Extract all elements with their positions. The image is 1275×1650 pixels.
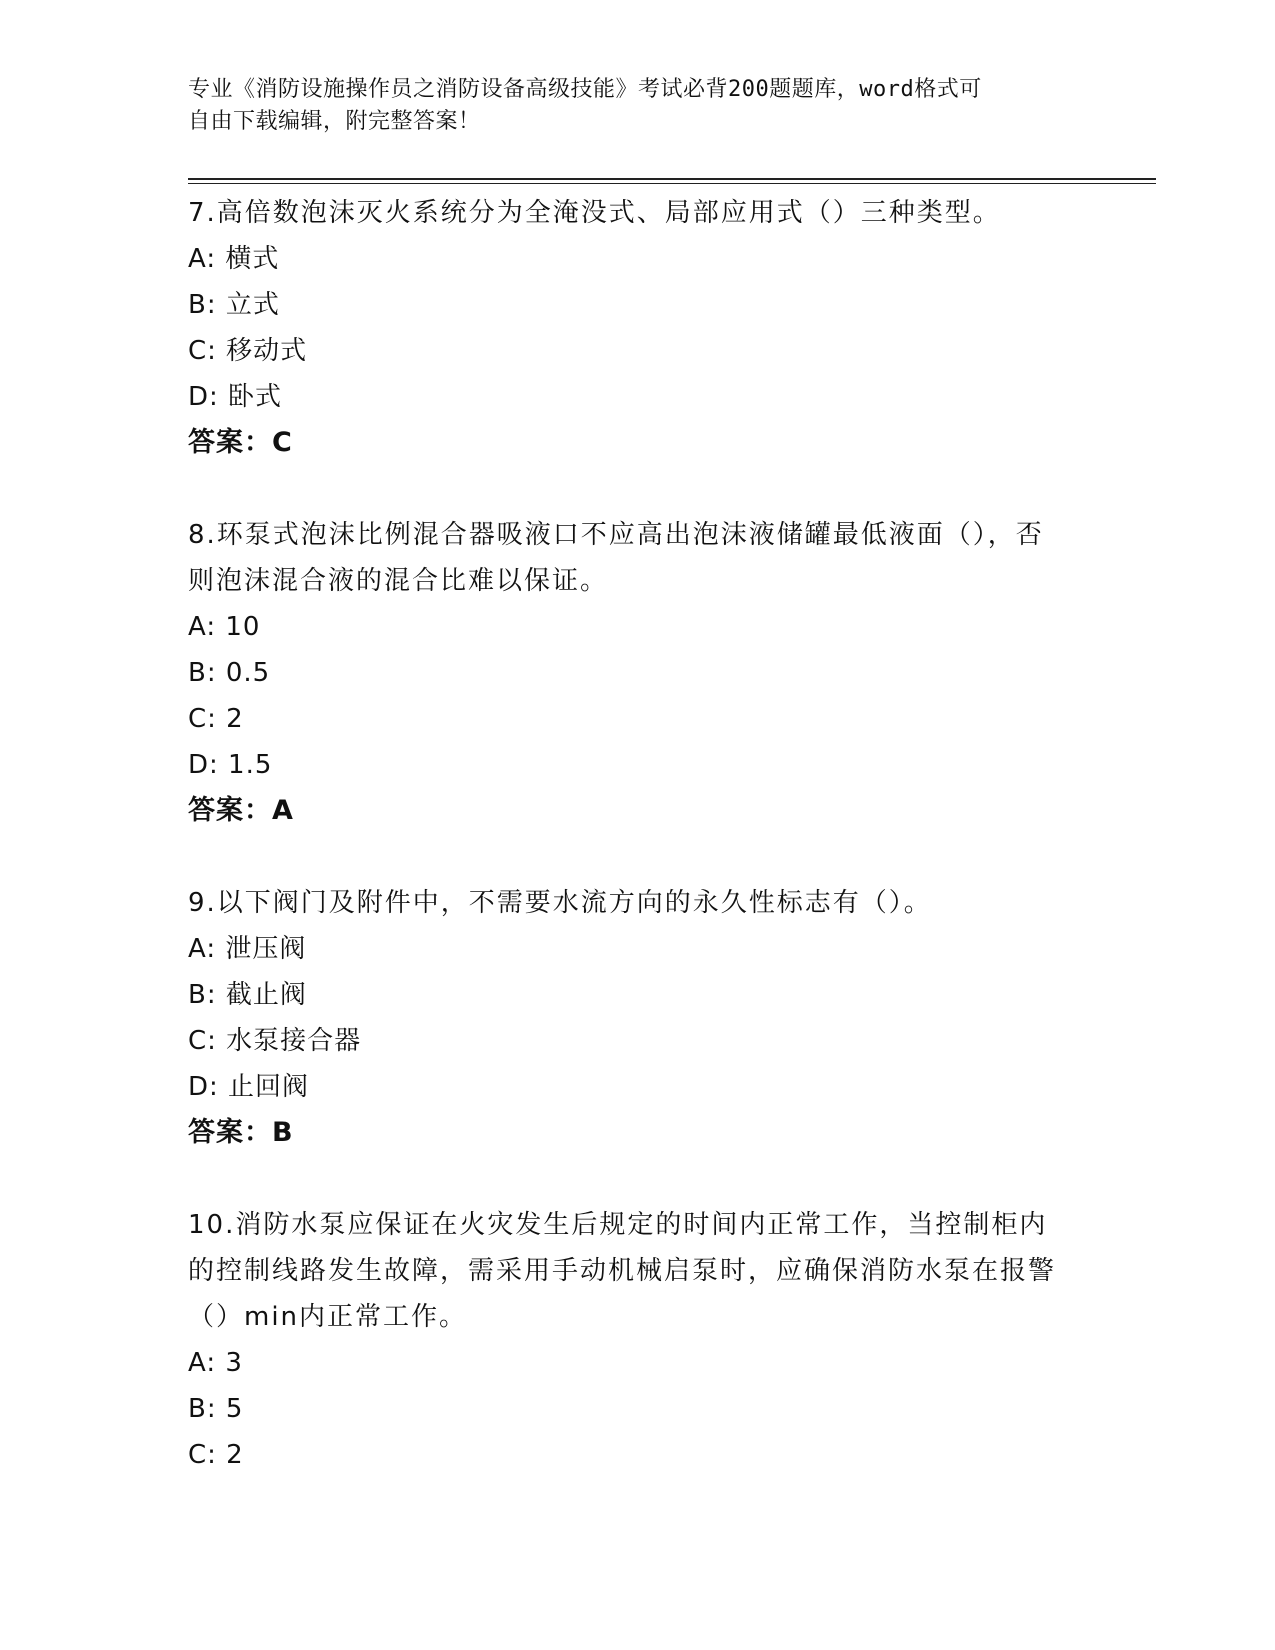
- option-b: B: 立式: [188, 290, 280, 320]
- question-8: [188, 512, 1068, 834]
- document-header: [188, 74, 1068, 138]
- option-d: D: 1.5: [188, 750, 273, 780]
- option-a: A: 3: [188, 1348, 243, 1378]
- option-b: B: 截止阀: [188, 980, 307, 1010]
- question-10: [188, 1202, 1068, 1478]
- question-stem: 9.以下阀门及附件中，不需要水流方向的永久性标志有（）。: [188, 888, 932, 918]
- option-c: C: 2: [188, 1440, 244, 1470]
- header-divider: [188, 178, 1156, 184]
- question-7: [188, 190, 1068, 466]
- option-a: A: 横式: [188, 244, 280, 274]
- option-a: A: 10: [188, 612, 261, 642]
- question-stem: 10.消防水泵应保证在火灾发生后规定的时间内正常工作，当控制柜内的控制线路发生故障，需采用手动机械启泵时，应确保消防水泵在报警（）min内正常工作。: [188, 1210, 1057, 1332]
- answer: 答案：B: [188, 1117, 294, 1148]
- header-line-2: 自由下载编辑，附完整答案！: [188, 109, 481, 134]
- option-b: B: 0.5: [188, 658, 271, 688]
- option-b: B: 5: [188, 1394, 244, 1424]
- question-stem: 8.环泵式泡沫比例混合器吸液口不应高出泡沫液储罐最低液面（），否则泡沫混合液的混合比难以保证。: [188, 520, 1044, 596]
- answer: 答案：A: [188, 795, 294, 826]
- option-d: D: 止回阀: [188, 1072, 310, 1102]
- option-c: C: 2: [188, 704, 244, 734]
- option-a: A: 泄压阀: [188, 934, 307, 964]
- answer: 答案：C: [188, 427, 293, 458]
- option-c: C: 移动式: [188, 336, 308, 366]
- question-stem: 7.高倍数泡沫灭火系统分为全淹没式、局部应用式（）三种类型。: [188, 198, 1001, 228]
- option-d: D: 卧式: [188, 382, 283, 412]
- header-line-1: 专业《消防设施操作员之消防设备高级技能》考试必背200题题库，word格式可: [188, 77, 982, 102]
- question-9: [188, 880, 1068, 1156]
- question-list: [188, 190, 1068, 1524]
- option-c: C: 水泵接合器: [188, 1026, 362, 1056]
